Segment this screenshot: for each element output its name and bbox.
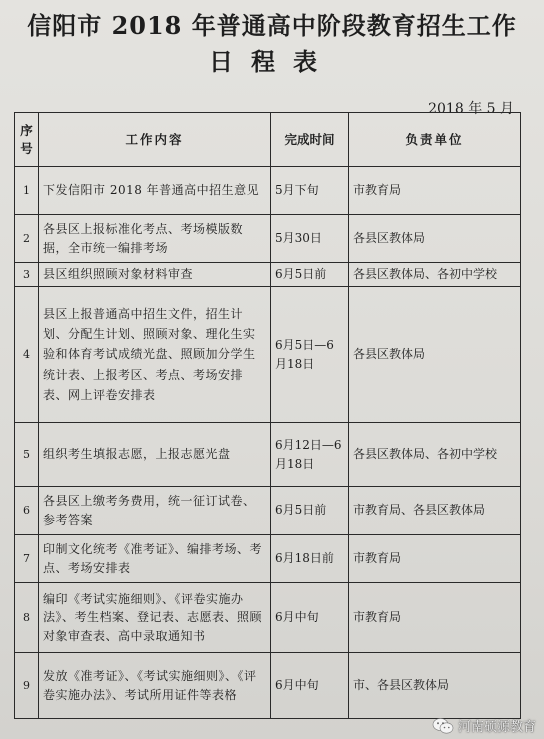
row-time: 6月5日—6月18日 bbox=[271, 287, 349, 423]
row-unit: 各县区教体局、各初中学校 bbox=[349, 263, 521, 287]
table-row bbox=[15, 583, 521, 653]
row-unit: 市教育局、各县区教体局 bbox=[349, 487, 521, 535]
document-subtitle: 日程表 bbox=[209, 47, 335, 76]
wechat-icon bbox=[432, 717, 454, 735]
table-row bbox=[15, 653, 521, 719]
header-number: 序号 bbox=[15, 113, 39, 167]
row-time: 6月中旬 bbox=[271, 583, 349, 653]
row-number: 2 bbox=[15, 215, 39, 263]
row-number: 6 bbox=[15, 487, 39, 535]
row-task: 县区上报普通高中招生文件，招生计划、分配生计划、照顾对象、理化生实验和体育考试成绩光盘、照顾加分学生统计表、上报考区、考点、考场安排表、网上评卷安排表 bbox=[39, 287, 271, 423]
row-time: 6月5日前 bbox=[271, 487, 349, 535]
row-task: 各县区上缴考务费用，统一征订试卷、参考答案 bbox=[39, 487, 271, 535]
row-number: 7 bbox=[15, 535, 39, 583]
row-task: 下发信阳市 2018 年普通高中招生意见 bbox=[39, 167, 271, 215]
row-unit: 市、各县区教体局 bbox=[349, 653, 521, 719]
row-task: 各县区上报标准化考点、考场模版数据，全市统一编排考场 bbox=[39, 215, 271, 263]
row-time: 6月5日前 bbox=[271, 263, 349, 287]
header-time: 完成时间 bbox=[271, 113, 349, 167]
row-unit: 市教育局 bbox=[349, 535, 521, 583]
row-unit: 各县区教体局 bbox=[349, 215, 521, 263]
row-unit: 市教育局 bbox=[349, 583, 521, 653]
header-task: 工作内容 bbox=[39, 113, 271, 167]
row-unit: 市教育局 bbox=[349, 167, 521, 215]
table-row bbox=[15, 535, 521, 583]
table-row bbox=[15, 423, 521, 487]
row-task: 县区组织照顾对象材料审查 bbox=[39, 263, 271, 287]
row-number: 3 bbox=[15, 263, 39, 287]
row-number: 8 bbox=[15, 583, 39, 653]
row-number: 4 bbox=[15, 287, 39, 423]
row-number: 5 bbox=[15, 423, 39, 487]
document-date: 2018 年 5 月 bbox=[428, 101, 514, 117]
row-task: 组织考生填报志愿，上报志愿光盘 bbox=[39, 423, 271, 487]
row-time: 6月12日—6月18日 bbox=[271, 423, 349, 487]
row-unit: 各县区教体局、各初中学校 bbox=[349, 423, 521, 487]
table-row bbox=[15, 287, 521, 423]
watermark-text: 河南硕源教育 bbox=[457, 720, 536, 735]
row-time: 6月18日前 bbox=[271, 535, 349, 583]
row-unit: 各县区教体局 bbox=[349, 287, 521, 423]
row-time: 5月30日 bbox=[271, 215, 349, 263]
row-number: 1 bbox=[15, 167, 39, 215]
row-task: 编印《考试实施细则》、《评卷实施办法》、考生档案、登记表、志愿表、照顾对象审查表、高中录取通知书 bbox=[39, 583, 271, 653]
table-row bbox=[15, 215, 521, 263]
row-time: 5月下旬 bbox=[271, 167, 349, 215]
row-task: 发放《准考证》、《考试实施细则》、《评卷实施办法》、考试所用证件等表格 bbox=[39, 653, 271, 719]
table-row bbox=[15, 167, 521, 215]
schedule-table bbox=[14, 112, 521, 719]
table-row bbox=[15, 263, 521, 287]
row-number: 9 bbox=[15, 653, 39, 719]
header-unit: 负责单位 bbox=[349, 113, 521, 167]
table-row bbox=[15, 487, 521, 535]
row-time: 6月中旬 bbox=[271, 653, 349, 719]
table-header-row bbox=[15, 113, 521, 167]
watermark bbox=[432, 716, 536, 735]
document-title: 信阳市 2018 年普通高中阶段教育招生工作 bbox=[27, 11, 517, 40]
row-task: 印制文化统考《准考证》、编排考场、考点、考场安排表 bbox=[39, 535, 271, 583]
